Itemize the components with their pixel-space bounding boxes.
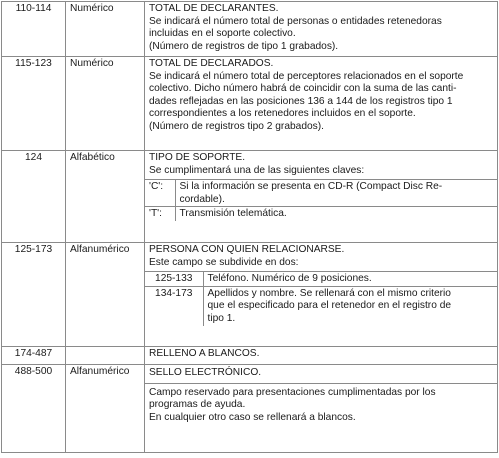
description-line: colectivo. Dicho número habrá de coincidir con la suma de las canti- (149, 83, 457, 95)
description-cell (145, 347, 498, 365)
table-row (2, 243, 498, 347)
field-title: TOTAL DE DECLARANTES. (149, 3, 279, 14)
subtable-row (145, 286, 497, 325)
field-title: RELLENO A BLANCOS. (149, 348, 260, 359)
description-line: Apellidos y nombre. Se rellenará con el mismo criterio (207, 287, 451, 299)
description-cell (145, 365, 498, 453)
position-cell: 124 (2, 151, 66, 243)
subtable-row (145, 180, 497, 207)
type-cell: Numérico (66, 2, 145, 57)
description-cell (145, 243, 498, 347)
key-subtable (145, 179, 497, 221)
description-line: (Número de registros de tipo 1 grabados). (149, 40, 339, 52)
field-title: PERSONA CON QUIEN RELACIONARSE. (149, 244, 345, 255)
description-line: (Número de registros tipo 2 grabados). (149, 120, 324, 132)
record-spec-table (1, 1, 498, 453)
description-line: Se indicará el número total de personas o entidades retenedoras (149, 15, 442, 27)
subtable-row (145, 207, 497, 221)
description-line: que el especificado para el retenedor en el registro de (207, 300, 452, 312)
type-cell: Alfanumérico (66, 243, 145, 347)
field-title: TIPO DE SOPORTE. (149, 152, 246, 163)
subfield-description-cell (203, 286, 497, 325)
position-cell: 115-123 (2, 57, 66, 151)
description-line: Campo reservado para presentaciones cumplimentadas por los (149, 386, 436, 398)
description-line: En cualquier otro caso se rellenará a blancos. (149, 411, 356, 423)
description-line: incluidas en el soporte colectivo. (149, 28, 296, 40)
field-title: TOTAL DE DECLARADOS. (149, 58, 274, 69)
description-line: Transmisión telemática. (179, 208, 287, 220)
description-line: cordable). (179, 193, 225, 205)
description-line: Teléfono. Numérico de 9 posiciones. (207, 273, 372, 285)
description-cell (145, 57, 498, 151)
type-cell: Numérico (66, 57, 145, 151)
description-line: correspondientes a los retenedores incluidos en el soporte. (149, 108, 416, 120)
description-cell (145, 151, 498, 243)
table-row (2, 365, 498, 453)
position-cell: 125-173 (2, 243, 66, 347)
type-cell (66, 347, 145, 365)
subfield-subtable (145, 271, 497, 325)
subfield-position-cell: 125-133 (145, 272, 203, 287)
type-cell: Alfanumérico (66, 365, 145, 453)
type-cell: Alfabético (66, 151, 145, 243)
subfield-position-cell: 134-173 (145, 286, 203, 325)
position-cell: 110-114 (2, 2, 66, 57)
field-title: SELLO ELECTRÓNICO. (145, 365, 497, 384)
position-cell: 174-487 (2, 347, 66, 365)
description-cell (145, 2, 498, 57)
position-cell: 488-500 (2, 365, 66, 453)
table-row (2, 57, 498, 151)
description-line: programas de ayuda. (149, 399, 246, 411)
key-cell: 'T': (145, 207, 175, 221)
description-line: Si la información se presenta en CD-R (Compact Disc Re- (179, 181, 443, 193)
key-description-cell (175, 207, 497, 221)
key-cell: 'C': (145, 180, 175, 207)
field-intro: Se cumplimentará una de las siguientes claves: (149, 164, 365, 176)
table-row (2, 347, 498, 365)
description-line: dades reflejadas en las posiciones 136 a 144 de los registros tipo 1 (149, 95, 453, 107)
table-row (2, 151, 498, 243)
table-row (2, 2, 498, 57)
subfield-description-cell (203, 272, 497, 287)
field-intro: Este campo se subdivide en dos: (149, 256, 299, 268)
description-line: Se indicará el número total de perceptores relacionados en el soporte (149, 70, 464, 82)
description-line: tipo 1. (207, 312, 236, 324)
subtable-row (145, 272, 497, 287)
key-description-cell (175, 180, 497, 207)
